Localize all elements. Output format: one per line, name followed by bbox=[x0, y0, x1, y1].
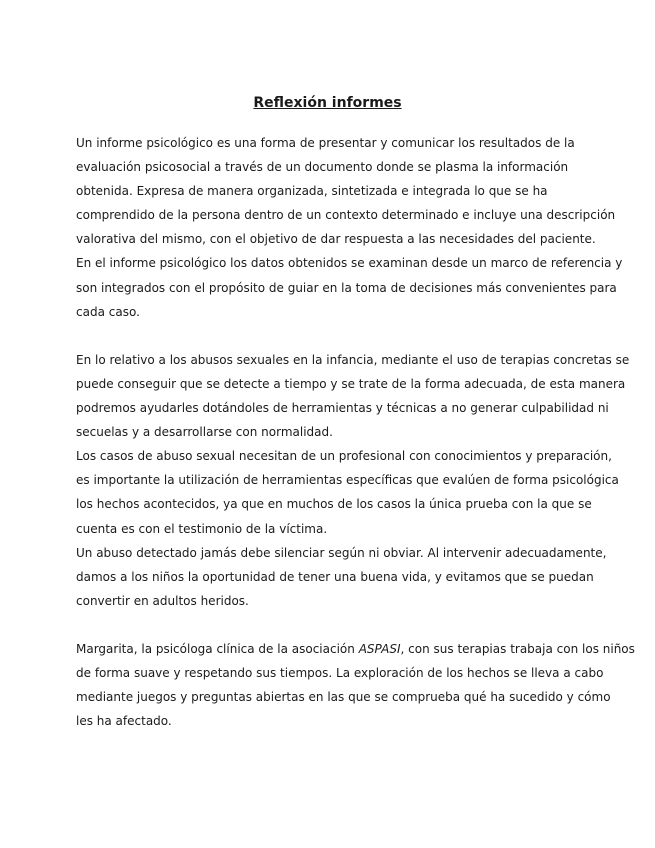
text-line: convertir en adultos heridos. bbox=[76, 593, 249, 608]
text-segment: Margarita, la psicóloga clínica de la asociación bbox=[76, 641, 359, 656]
organization-name: ASPASI bbox=[358, 641, 401, 656]
text-line: valorativa del mismo, con el objetivo de dar respuesta a las necesidades del paciente. bbox=[76, 232, 596, 247]
paragraph-abuso-detectado bbox=[76, 541, 607, 613]
text-line: En el informe psicológico los datos obtenidos se examinan desde un marco de referencia y bbox=[76, 256, 623, 271]
document-title: Reflexión informes bbox=[253, 95, 402, 111]
text-line: En lo relativo a los abusos sexuales en la infancia, mediante el uso de terapias concretas se bbox=[76, 352, 630, 367]
blank-line bbox=[76, 324, 586, 348]
text-line: les ha afectado. bbox=[76, 714, 172, 729]
text-line: secuelas y a desarrollarse con normalidad. bbox=[76, 425, 333, 440]
blank-line bbox=[76, 613, 586, 637]
text-line: puede conseguir que se detecte a tiempo y se trate de la forma adecuada, de esta manera bbox=[76, 376, 626, 391]
text-line: Un abuso detectado jamás debe silenciar según ni obviar. Al intervenir adecuadamente, bbox=[76, 545, 607, 560]
text-line: son integrados con el propósito de guiar en la toma de decisiones más convenientes para bbox=[76, 280, 617, 295]
text-line: de forma suave y respetando sus tiempos. La exploración de los hechos se lleva a cabo bbox=[76, 666, 604, 681]
text-line: mediante juegos y preguntas abiertas en las que se comprueba qué ha sucedido y cómo bbox=[76, 690, 611, 705]
text-line: comprendido de la persona dentro de un contexto determinado e incluye una descripción bbox=[76, 208, 616, 223]
text-line: podremos ayudarles dotándoles de herramientas y técnicas a no generar culpabilidad ni bbox=[76, 401, 609, 416]
text-line: Un informe psicológico es una forma de presentar y comunicar los resultados de la bbox=[76, 136, 575, 150]
paragraph-informe-datos bbox=[76, 251, 623, 323]
paragraph-casos-abuso bbox=[76, 444, 619, 540]
text-line: evaluación psicosocial a través de un documento donde se plasma la información bbox=[76, 160, 569, 175]
document-body bbox=[76, 131, 635, 733]
text-line: damos a los niños la oportunidad de tener una buena vida, y evitamos que se puedan bbox=[76, 569, 594, 584]
text-line bbox=[76, 637, 635, 661]
paragraph-informe-definicion bbox=[76, 131, 616, 251]
text-line: los hechos acontecidos, ya que en muchos de los casos la única prueba con la que se bbox=[76, 497, 592, 512]
text-line: cuenta es con el testimonio de la víctima. bbox=[76, 521, 328, 536]
paragraph-abusos-infancia bbox=[76, 348, 630, 444]
text-line: cada caso. bbox=[76, 304, 140, 319]
text-line: Los casos de abuso sexual necesitan de un profesional con conocimientos y preparación, bbox=[76, 449, 612, 464]
text-line: es importante la utilización de herramientas específicas que evalúen de forma psicológica bbox=[76, 473, 619, 488]
text-line: obtenida. Expresa de manera organizada, sintetizada e integrada lo que se ha bbox=[76, 184, 548, 199]
text-segment: , con sus terapias trabaja con los niños bbox=[400, 641, 635, 656]
paragraph-margarita-aspasi bbox=[76, 637, 635, 733]
